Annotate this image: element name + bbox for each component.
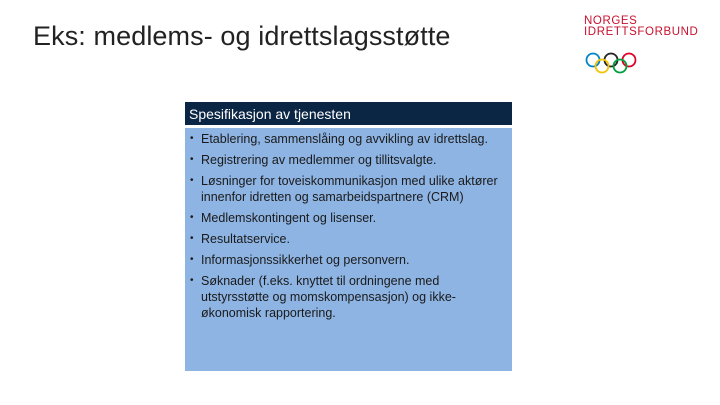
specification-list xyxy=(189,131,504,321)
specification-card xyxy=(185,102,512,371)
bullet-icon: • xyxy=(190,212,194,223)
olympic-rings-icon xyxy=(585,52,637,76)
list-item xyxy=(189,131,504,147)
list-item xyxy=(189,152,504,168)
list-item-text: Etablering, sammenslåing og avvikling av idrettslag. xyxy=(201,132,488,146)
bullet-icon: • xyxy=(190,254,194,265)
list-item xyxy=(189,273,504,321)
slide-title: Eks: medlems- og idrettslagsstøtte xyxy=(33,21,451,51)
list-item-text: Informasjonssikkerhet og personvern. xyxy=(201,253,410,267)
list-item xyxy=(189,231,504,247)
list-item-text: Resultatservice. xyxy=(201,232,290,246)
bullet-icon: • xyxy=(190,275,194,286)
list-item-text: Medlemskontingent og lisenser. xyxy=(201,211,377,225)
logo-wordmark xyxy=(584,16,698,38)
bullet-icon: • xyxy=(190,133,194,144)
logo-line-idrettsforbund: IDRETTSFORBUND xyxy=(584,26,699,38)
list-item-text: Søknader (f.eks. knyttet til ordningene med utstyrsstøtte og momskompensasjon) og ikke-økonomisk rapportering. xyxy=(201,274,456,320)
list-item xyxy=(189,252,504,268)
bullet-icon: • xyxy=(190,233,194,244)
list-item-text: Løsninger for toveiskommunikasjon med ulike aktører innenfor idretten og samarbeidspartnere (CRM) xyxy=(201,174,498,204)
logo-line-norges: NORGES xyxy=(584,15,638,27)
bullet-icon: • xyxy=(190,154,194,165)
list-item-text: Registrering av medlemmer og tillitsvalgte. xyxy=(201,153,437,167)
list-item xyxy=(189,210,504,226)
list-item xyxy=(189,173,504,205)
bullet-icon: • xyxy=(190,175,194,186)
specification-body xyxy=(185,128,512,371)
nif-logo xyxy=(584,16,704,80)
specification-header: Spesifikasjon av tjenesten xyxy=(185,102,512,125)
